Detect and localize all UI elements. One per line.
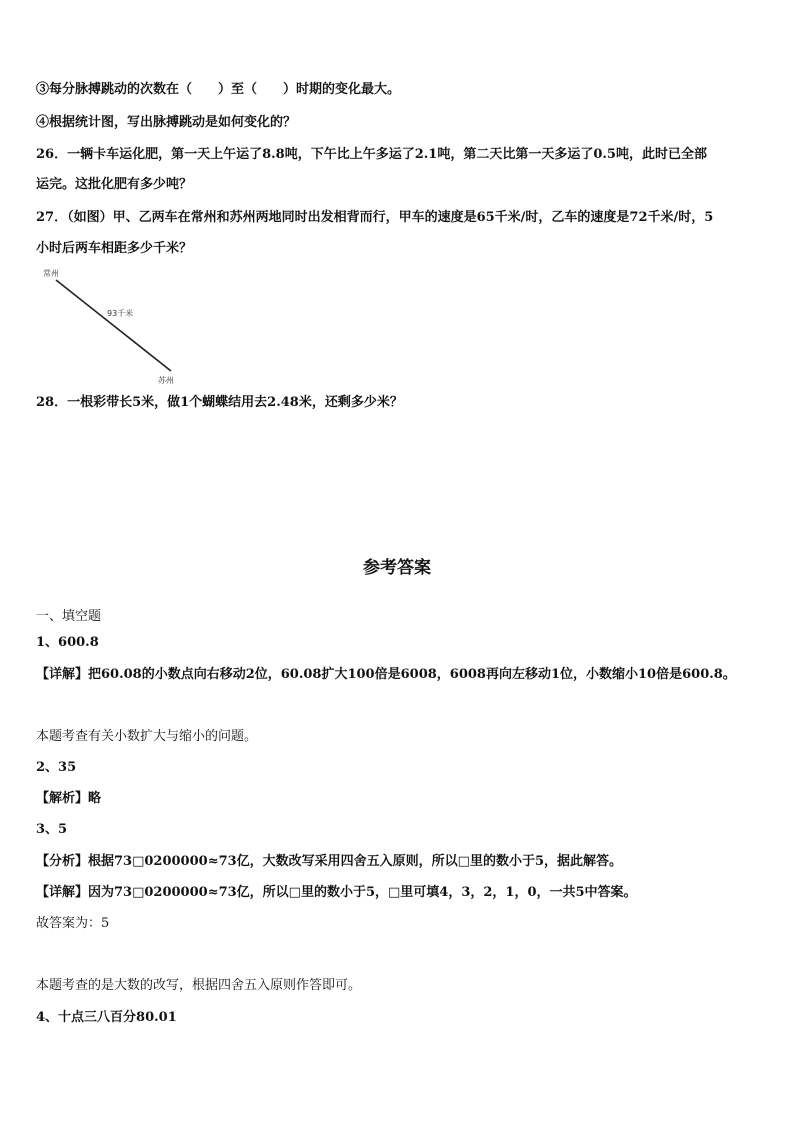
question-27-line-1: 27．（如图）甲、乙两车在常州和苏州两地同时出发相背而行，甲车的速度是65千米/时，乙车的速度是72千米/时，5 [36, 210, 714, 225]
answers-title: 参考答案 [363, 558, 431, 578]
question-25-part-3: ③每分脉搏跳动的次数在（ ）至（ ）时期的变化最大。 [36, 82, 401, 97]
answer-3-analysis: 【分析】根据73□0200000≈73亿，大数改写采用四舍五入原则，所以□里的数小于5，据此解答。 [36, 854, 623, 869]
answer-3-detail: 【详解】因为73□0200000≈73亿，所以□里的数小于5，□里可填4，3，2，1，0，一共5中答案。 [36, 885, 637, 900]
question-26-line-1: 26．一辆卡车运化肥，第一天上午运了8.8吨，下午比上午多运了2.1吨，第二天比第一天多运了0.5吨，此时已全部 [36, 147, 707, 162]
changzhou-label: 常州 [43, 269, 59, 278]
answer-3-result: 故答案为：5 [36, 916, 110, 931]
question-26-line-2: 运完。这批化肥有多少吨？ [36, 177, 193, 192]
distance-diagram [38, 266, 188, 386]
question-25-part-4: ④根据统计图，写出脉搏跳动是如何变化的？ [36, 115, 297, 130]
answer-1-detail: 【详解】把60.08的小数点向右移动2位，60.08扩大100倍是6008，6008再向左移动1位，小数缩小10倍是600.8。 [36, 667, 736, 682]
answer-2: 2、35 [36, 760, 77, 775]
question-27-line-2: 小时后两车相距多少千米？ [36, 241, 193, 256]
section-heading: 一、填空题 [36, 609, 102, 624]
suzhou-label: 苏州 [158, 376, 174, 385]
answer-4: 4、十点三八百分80.01 [36, 1010, 177, 1025]
answer-1-note: 本题考查有关小数扩大与缩小的问题。 [36, 729, 258, 744]
answer-2-detail: 【解析】略 [36, 791, 102, 806]
answer-3: 3、5 [36, 822, 68, 837]
answer-3-note: 本题考查的是大数的改写，根据四舍五入原则作答即可。 [36, 978, 362, 993]
distance-label: 93千米 [107, 309, 134, 318]
answer-1: 1、600.8 [36, 635, 99, 650]
distance-line [56, 280, 171, 371]
question-28: 28．一根彩带长5米，做1个蝴蝶结用去2.48米，还剩多少米？ [36, 395, 403, 410]
